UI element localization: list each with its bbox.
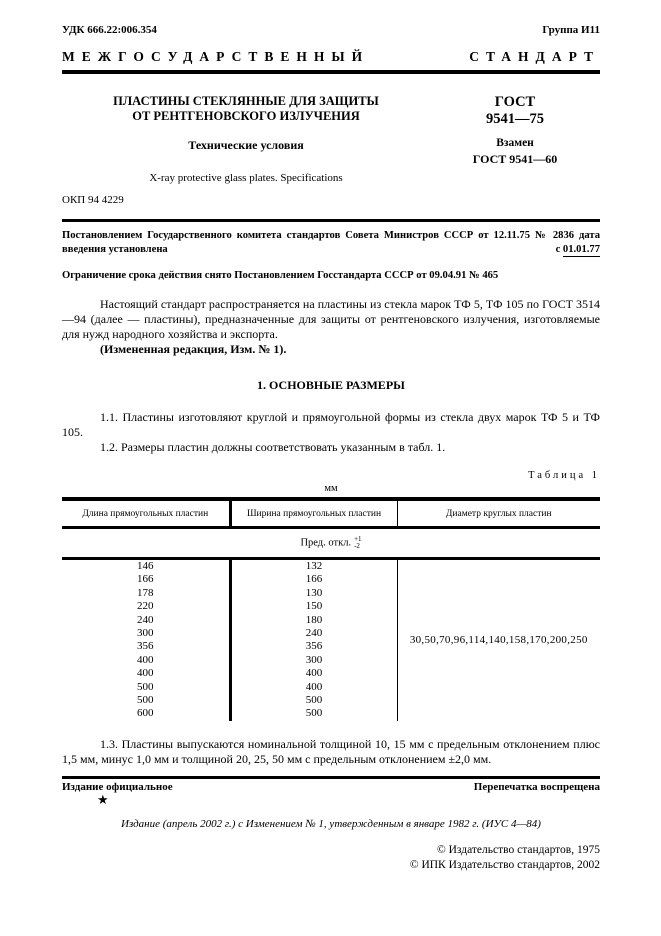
- standard-type-word2: СТАНДАРТ: [469, 49, 600, 64]
- decree-divider-rule: [62, 219, 600, 222]
- footer-line: [62, 781, 600, 793]
- tolerance-row: [62, 528, 600, 559]
- amendment-note: (Измененная редакция, Изм. № 1).: [100, 342, 287, 356]
- width-cell: 240: [230, 627, 397, 640]
- width-cell: 400: [230, 681, 397, 694]
- copyright-1975: © Издательство стандартов, 1975: [436, 843, 600, 856]
- diameter-cell: 30,50,70,96,114,140,158,170,200,250: [409, 633, 588, 646]
- width-cell: 180: [230, 614, 397, 627]
- group-code: Группа И11: [542, 24, 600, 36]
- document-title-english: X-ray protective glass plates. Specifications: [149, 172, 343, 184]
- udk-code: УДК 666.22:006.354: [62, 24, 157, 36]
- tolerance-label: Пред. откл.: [300, 537, 352, 549]
- footer-divider-rule: [62, 776, 600, 779]
- length-cell: 500: [62, 694, 230, 707]
- replaces-number: ГОСТ 9541—60: [472, 152, 558, 166]
- star-icon: ★: [97, 791, 109, 807]
- width-cell: 130: [230, 587, 397, 600]
- width-cell: 166: [230, 573, 397, 586]
- document-title: [62, 94, 430, 124]
- length-cell: 220: [62, 600, 230, 613]
- header-divider-rule: [62, 70, 600, 74]
- document-top-line: [62, 24, 600, 36]
- length-cell: 356: [62, 640, 230, 653]
- tolerance-values: [354, 536, 361, 550]
- tolerance-minus: -2: [354, 542, 360, 550]
- gost-number: 9541—75: [486, 111, 544, 127]
- width-cell: 356: [230, 640, 397, 653]
- table-unit-label: мм: [324, 483, 338, 494]
- edition-note: Издание (апрель 2002 г.) с Изменением № 1, утвержденным в январе 1982 г. (ИУС 4—84): [121, 817, 541, 830]
- paragraph-1-2: 1.2. Размеры пластин должны соответствовать указанным в табл. 1.: [100, 440, 446, 454]
- tolerance-cell: [62, 528, 600, 559]
- length-cell: 500: [62, 681, 230, 694]
- replaces-label: Взамен: [496, 137, 534, 149]
- length-cell: 146: [62, 559, 230, 574]
- reprint-forbidden-label: Перепечатка воспрещена: [473, 780, 600, 793]
- length-cell: 400: [62, 667, 230, 680]
- width-cell: 150: [230, 600, 397, 613]
- length-cell: 400: [62, 654, 230, 667]
- copyright-block: [62, 843, 600, 873]
- limitation-paragraph: Ограничение срока действия снято Постановлением Госстандарта СССР от 09.04.91 № 465: [62, 270, 499, 281]
- width-cell: 300: [230, 654, 397, 667]
- paragraph-1-3: 1.3. Пластины выпускаются номинальной толщиной 10, 15 мм с предельным отклонением плюс 1,5 мм, минус 1,0 мм и толщиной 20, 25, 50 мм с предельным отклонением ±2,0 мм.: [62, 736, 600, 766]
- length-cell: 166: [62, 573, 230, 586]
- table-caption: Таблица 1: [528, 470, 600, 481]
- width-cell: 500: [230, 707, 397, 720]
- date-prefix: с: [555, 244, 563, 255]
- paragraph-1-1: 1.1. Пластины изготовляют круглой и прямоугольной формы из стекла двух марок ТФ 5 и ТФ 105.: [62, 410, 600, 439]
- standard-type-word1: МЕЖГОСУДАРСТВЕННЫЙ: [62, 49, 370, 64]
- width-cell: 400: [230, 667, 397, 680]
- width-cell: 500: [230, 694, 397, 707]
- okp-code: ОКП 94 4229: [62, 194, 124, 206]
- length-cell: 178: [62, 587, 230, 600]
- length-cell: 300: [62, 627, 230, 640]
- document-title-line2: ОТ РЕНТГЕНОВСКОГО ИЗЛУЧЕНИЯ: [132, 109, 360, 123]
- column-header-diameter: Диаметр круглых пластин: [397, 499, 600, 528]
- column-header-width: Ширина прямоугольных пластин: [230, 499, 397, 528]
- standard-type-heading: [62, 49, 600, 65]
- introduction-date: [556, 243, 600, 257]
- decree-line2-left: введения установлена: [62, 244, 168, 255]
- gost-label: ГОСТ: [494, 94, 536, 110]
- copyright-2002: © ИПК Издательство стандартов, 2002: [409, 858, 600, 871]
- title-section: [62, 94, 600, 184]
- dimensions-table: [62, 497, 600, 721]
- width-cell: 132: [230, 559, 397, 574]
- title-block: [62, 94, 430, 184]
- length-cell: 240: [62, 614, 230, 627]
- column-header-length: Длина прямоугольных пластин: [62, 499, 230, 528]
- decree-paragraph: [62, 229, 600, 257]
- decree-text-line1: Постановлением Государственного комитета стандартов Совета Министров СССР от 12.11.75 № 2836 дата: [62, 230, 600, 241]
- length-cell: 600: [62, 707, 230, 720]
- document-subtitle: Технические условия: [188, 138, 304, 152]
- date-value: 01.01.77: [562, 244, 600, 255]
- document-title-line1: ПЛАСТИНЫ СТЕКЛЯННЫЕ ДЛЯ ЗАЩИТЫ: [113, 94, 379, 108]
- tolerance-plus: +1: [354, 535, 362, 543]
- document-content: [62, 0, 600, 873]
- gost-number-block: [430, 94, 600, 184]
- table-body: [62, 559, 600, 721]
- official-edition-label: Издание официальное: [62, 780, 173, 793]
- decree-text-line2: [62, 243, 600, 257]
- scope-paragraph: Настоящий стандарт распространяется на пластины из стекла марок ТФ 5, ТФ 105 по ГОСТ 3514—94 (далее — пластины), предназначенные для защиты от рентгеновского излучения, изготовляемые для нужд народного хозяйства и экспорта.: [62, 297, 600, 341]
- table-row: [62, 559, 600, 574]
- table-header-row: [62, 499, 600, 528]
- section-1-heading: 1. ОСНОВНЫЕ РАЗМЕРЫ: [257, 378, 405, 392]
